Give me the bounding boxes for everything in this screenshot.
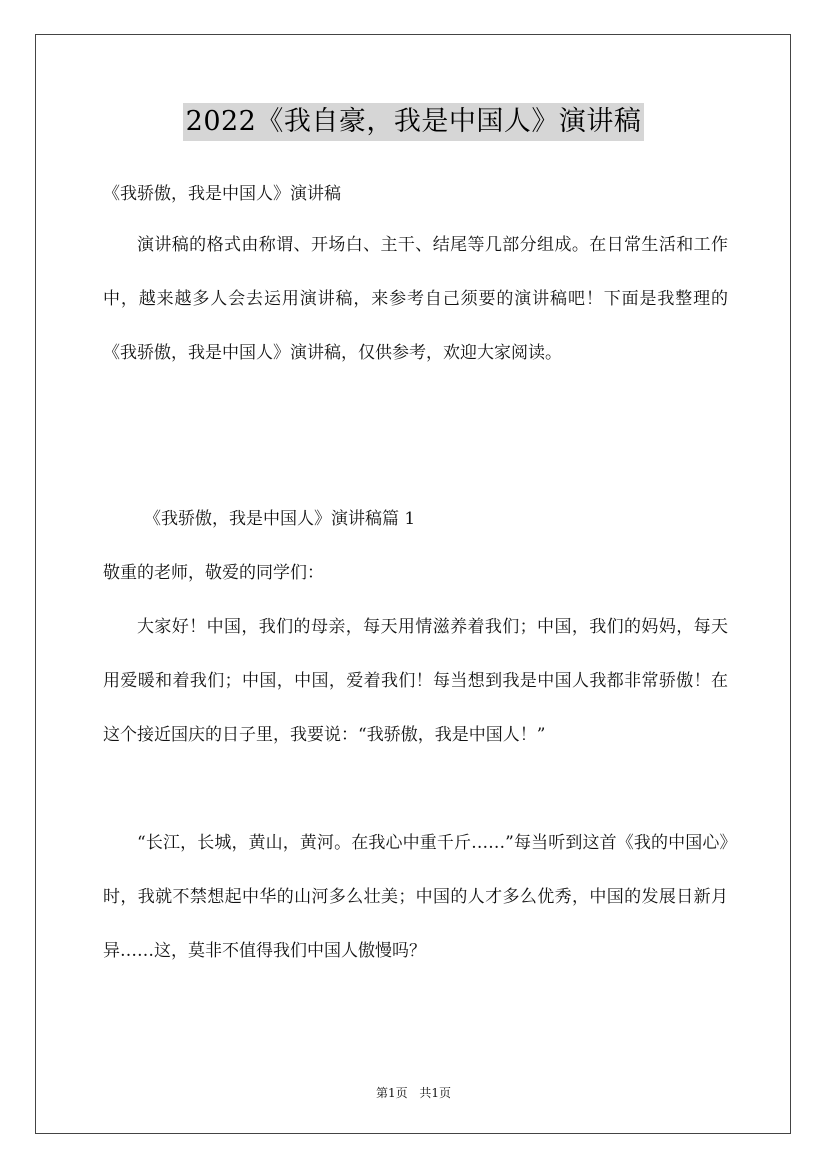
page-footer	[0, 1085, 827, 1101]
body-paragraph-2: “长江，长城，黄山，黄河。在我心中重千斤……”每当听到这首《我的中国心》时，我就不禁想起中华的山河多么壮美；中国的人才多么优秀，中国的发展日新月异……这，莫非不值得我们中国人傲慢吗？	[103, 833, 728, 961]
document-title: 2022《我自豪，我是中国人》演讲稿	[183, 103, 645, 141]
page-number: 第1页	[375, 1086, 408, 1100]
section-heading: 《我骄傲，我是中国人》演讲稿篇 1	[144, 509, 416, 529]
intro-paragraph: 演讲稿的格式由称谓、开场白、主干、结尾等几部分组成。在日常生活和工作中，越来越多人会去运用演讲稿，来参考自己须要的演讲稿吧！下面是我整理的《我骄傲，我是中国人》演讲稿，仅供参考，欢迎大家阅读。	[103, 235, 728, 363]
total-pages: 共1页	[419, 1086, 452, 1100]
body-paragraph-1: 大家好！中国，我们的母亲，每天用情滋养着我们；中国，我们的妈妈，每天用爱暖和着我们；中国，中国，爱着我们！每当想到我是中国人我都非常骄傲！在这个接近国庆的日子里，我要说：“我骄傲，我是中国人！”	[103, 617, 728, 745]
document-subtitle: 《我骄傲，我是中国人》演讲稿	[103, 184, 341, 204]
title-container	[0, 103, 827, 141]
greeting: 敬重的老师，敬爱的同学们：	[103, 563, 324, 583]
